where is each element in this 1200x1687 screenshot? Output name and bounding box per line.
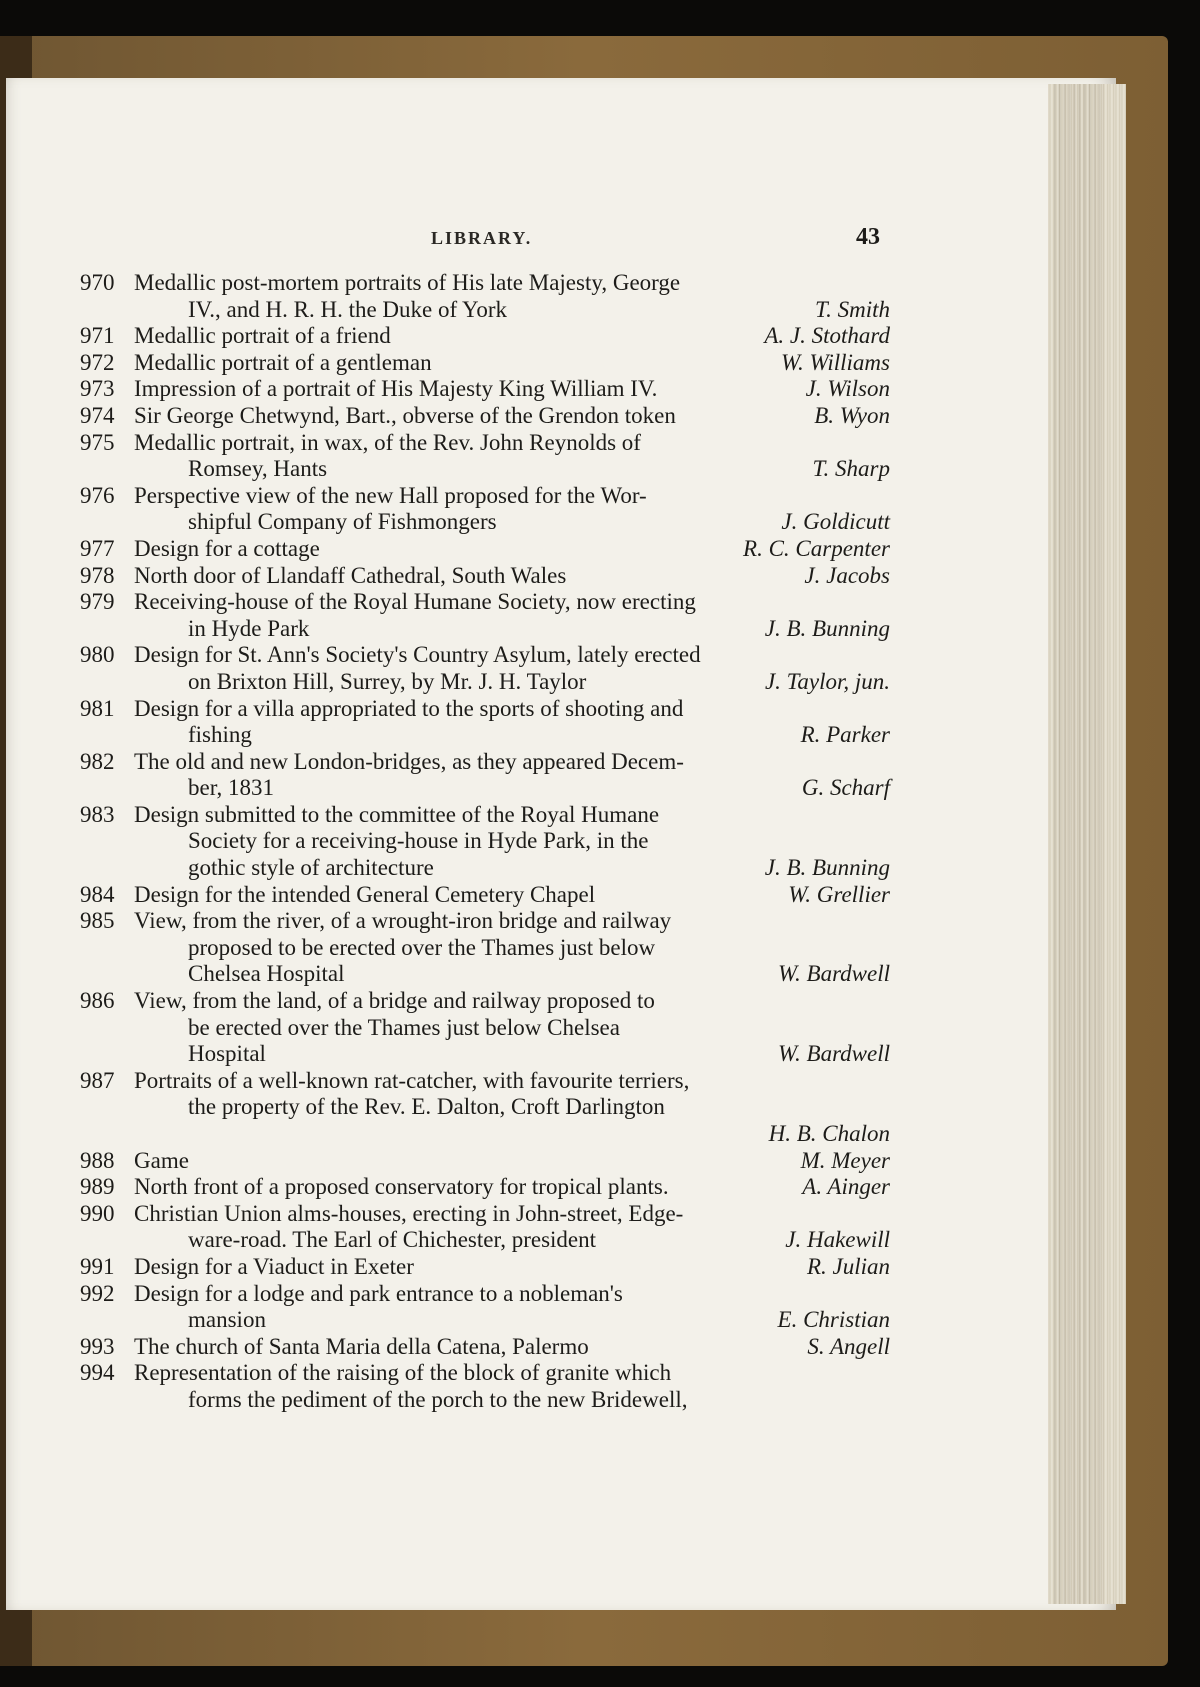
entry-title: forms the pediment of the porch to the new Bridewell,: [188, 1386, 688, 1412]
entry-title: fishing: [188, 722, 252, 748]
page-header: [86, 224, 886, 258]
entry-title: Design submitted to the committee of the Royal Humane: [134, 801, 660, 827]
entry-line: [80, 961, 890, 988]
entry-number: 979: [80, 589, 115, 615]
entry-line: [80, 589, 890, 616]
entry-artist: J. B. Bunning: [764, 615, 890, 641]
entry-number: 980: [80, 642, 115, 668]
entry-number: 982: [80, 748, 115, 774]
entry-title: Design for a lodge and park entrance to a nobleman's: [134, 1280, 623, 1306]
entry-line: [80, 669, 890, 696]
page-number: 43: [856, 224, 880, 250]
entry-title: The church of Santa Maria della Catena, Palermo: [134, 1333, 589, 1359]
entry-number: 974: [80, 402, 115, 428]
entry-number: 981: [80, 695, 115, 721]
entry-number: 985: [80, 908, 115, 934]
entry-line: [80, 1148, 890, 1175]
entry-line: [80, 403, 890, 430]
entry-line: [80, 376, 890, 403]
entry-title: Medallic portrait of a gentleman: [134, 349, 432, 375]
entry-line: [80, 1334, 890, 1361]
entry-line: [80, 1121, 890, 1148]
entry-line: [80, 430, 890, 457]
entry-title: Society for a receiving-house in Hyde Park, in the: [188, 828, 649, 854]
entry-line: [80, 802, 890, 829]
entry-artist: T. Sharp: [812, 456, 890, 482]
entry-title: Christian Union alms-houses, erecting in John-street, Edge-: [134, 1200, 684, 1226]
entry-title: the property of the Rev. E. Dalton, Croft Darlington: [188, 1094, 665, 1120]
entry-line: [80, 1201, 890, 1228]
entry-line: [80, 1307, 890, 1334]
entry-line: [80, 1068, 890, 1095]
entry-line: [80, 350, 890, 377]
entry-number: 993: [80, 1333, 115, 1359]
entry-line: [80, 616, 890, 643]
entry-title: Medallic portrait, in wax, of the Rev. John Reynolds of: [134, 429, 641, 455]
entry-number: 983: [80, 801, 115, 827]
entry-artist: S. Angell: [807, 1333, 890, 1359]
entry-artist: H. B. Chalon: [768, 1121, 890, 1146]
entry-artist: W. Williams: [780, 349, 890, 375]
entry-title: Medallic portrait of a friend: [134, 323, 391, 349]
entry-line: [80, 882, 890, 909]
entry-title: Chelsea Hospital: [188, 961, 345, 987]
entry-title: Impression of a portrait of His Majesty King William IV.: [134, 376, 658, 402]
entry-artist: G. Scharf: [801, 775, 890, 801]
entry-artist: J. Wilson: [805, 376, 890, 402]
entry-number: 991: [80, 1253, 115, 1279]
entry-line: [80, 775, 890, 802]
entry-artist: M. Meyer: [800, 1147, 890, 1173]
entry-title: Game: [134, 1147, 189, 1173]
entry-artist: A. J. Stothard: [764, 323, 890, 349]
entry-artist: W. Bardwell: [777, 961, 890, 987]
entry-number: 987: [80, 1067, 115, 1093]
entry-line: [80, 1254, 890, 1281]
entry-number: 984: [80, 881, 115, 907]
entry-artist: A. Ainger: [802, 1174, 890, 1200]
entry-number: 977: [80, 535, 115, 561]
entry-line: [80, 536, 890, 563]
entry-artist: R. Julian: [806, 1253, 890, 1279]
entry-title: Medallic post-mortem portraits of His late Majesty, George: [134, 270, 681, 295]
entry-number: 992: [80, 1280, 115, 1306]
entry-line: [80, 563, 890, 590]
running-head: LIBRARY.: [431, 228, 533, 248]
entry-line: [80, 509, 890, 536]
entry-number: 994: [80, 1360, 115, 1386]
entry-title: Representation of the raising of the block of granite which: [134, 1360, 672, 1386]
entry-title: Design for a cottage: [134, 535, 320, 561]
entry-title: gothic style of architecture: [188, 855, 434, 881]
entry-artist: J. Hakewill: [785, 1227, 890, 1253]
entry-artist: J. Jacobs: [804, 562, 890, 588]
entry-line: [80, 297, 890, 324]
entry-line: [80, 935, 890, 962]
entry-line: [80, 828, 890, 855]
entry-number: 976: [80, 482, 115, 508]
entry-line: [80, 456, 890, 483]
entry-line: [80, 270, 890, 297]
entry-title: ware-road. The Earl of Chichester, president: [188, 1227, 597, 1253]
entry-number: 988: [80, 1147, 115, 1173]
entry-title: Design for a villa appropriated to the sports of shooting and: [134, 695, 684, 721]
entry-number: 989: [80, 1174, 115, 1200]
entry-title: mansion: [188, 1307, 266, 1333]
entry-line: [80, 855, 890, 882]
entry-title: in Hyde Park: [188, 615, 310, 641]
entry-title: IV., and H. R. H. the Duke of York: [188, 296, 508, 322]
entry-line: [80, 988, 890, 1015]
entry-line: [80, 696, 890, 723]
entry-artist: E. Christian: [777, 1307, 890, 1333]
entry-artist: J. B. Bunning: [764, 855, 890, 881]
entry-title: Receiving-house of the Royal Humane Society, now erecting: [134, 589, 696, 615]
entry-title: Design for the intended General Cemetery Chapel: [134, 881, 596, 907]
entry-title: View, from the river, of a wrought-iron bridge and railway: [134, 908, 672, 934]
entry-line: [80, 1360, 890, 1387]
entry-line: [80, 1015, 890, 1042]
entry-line: [80, 1041, 890, 1068]
entry-line: [80, 1227, 890, 1254]
entry-title: Hospital: [188, 1041, 266, 1067]
entry-line: [80, 323, 890, 350]
entry-title: North door of Llandaff Cathedral, South Wales: [134, 562, 567, 588]
entry-artist: R. C. Carpenter: [743, 535, 890, 561]
entry-number: 986: [80, 988, 115, 1014]
entry-number: 990: [80, 1200, 115, 1226]
entry-title: Portraits of a well-known rat-catcher, with favourite terriers,: [134, 1067, 690, 1093]
entry-title: ber, 1831: [188, 775, 274, 801]
entry-title: be erected over the Thames just below Chelsea: [188, 1014, 620, 1040]
entry-number: 970: [80, 270, 115, 295]
entry-title: on Brixton Hill, Surrey, by Mr. J. H. Taylor: [188, 668, 587, 694]
entry-title: Perspective view of the new Hall proposed for the Wor-: [134, 482, 647, 508]
entry-title: Romsey, Hants: [188, 456, 328, 482]
entry-title: Sir George Chetwynd, Bart., obverse of the Grendon token: [134, 402, 676, 428]
entry-number: 975: [80, 429, 115, 455]
entry-artist: B. Wyon: [814, 402, 890, 428]
entry-title: The old and new London-bridges, as they appeared Decem-: [134, 748, 684, 774]
entry-title: View, from the land, of a bridge and railway proposed to: [134, 988, 655, 1014]
entry-artist: W. Bardwell: [777, 1041, 890, 1067]
entry-line: [80, 722, 890, 749]
entry-title: Design for a Viaduct in Exeter: [134, 1253, 414, 1279]
entry-line: [80, 1387, 890, 1414]
entry-line: [80, 749, 890, 776]
page-edges-texture: [1054, 84, 1104, 1604]
entry-number: 972: [80, 349, 115, 375]
entry-title: proposed to be erected over the Thames just below: [188, 934, 656, 960]
entry-artist: W. Grellier: [788, 881, 890, 907]
entry-line: [80, 483, 890, 510]
entry-title: North front of a proposed conservatory for tropical plants.: [134, 1174, 669, 1200]
entry-artist: J. Goldicutt: [781, 509, 890, 535]
entry-line: [80, 1094, 890, 1121]
entry-artist: J. Taylor, jun.: [764, 668, 890, 694]
catalogue-entries: [80, 270, 890, 1414]
entry-number: 978: [80, 562, 115, 588]
entry-artist: R. Parker: [800, 722, 890, 748]
entry-title: Design for St. Ann's Society's Country Asylum, lately erected: [134, 642, 701, 668]
entry-line: [80, 1281, 890, 1308]
entry-line: [80, 1174, 890, 1201]
entry-number: 971: [80, 323, 115, 349]
entry-line: [80, 642, 890, 669]
entry-artist: T. Smith: [815, 296, 890, 322]
entry-number: 973: [80, 376, 115, 402]
entry-line: [80, 908, 890, 935]
entry-title: shipful Company of Fishmongers: [188, 509, 497, 535]
